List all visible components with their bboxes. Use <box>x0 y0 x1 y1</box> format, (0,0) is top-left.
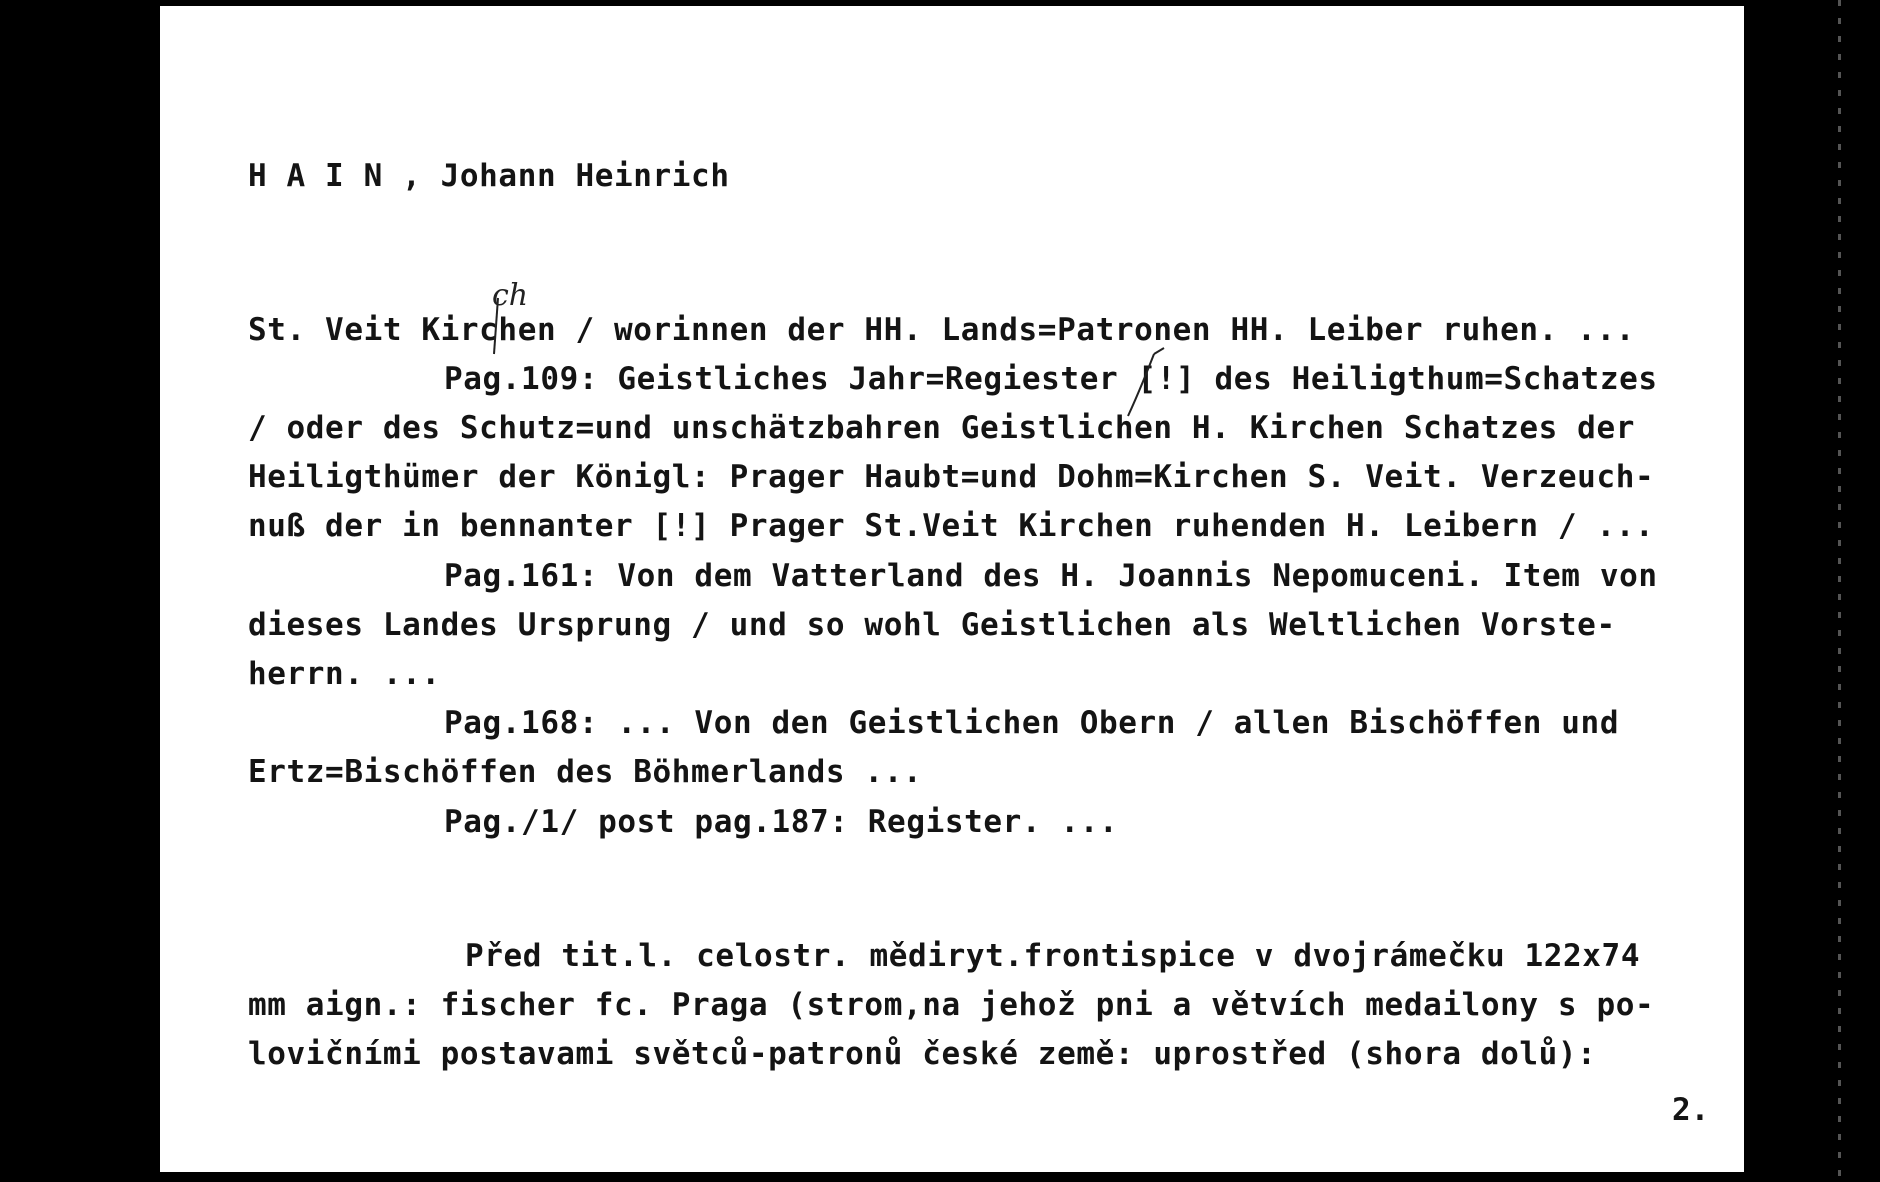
page-number: 2. <box>1672 1092 1710 1128</box>
body-line-8: herrn. ... <box>248 656 441 692</box>
body-line-7: dieses Landes Ursprung / und so wohl Geistlichen als Weltlichen Vorste- <box>248 607 1616 643</box>
body-line-4: Heiligthümer der Königl: Prager Haubt=und Dohm=Kirchen S. Veit. Verzeuch- <box>248 459 1655 495</box>
note-line-1: Před tit.l. celostr. mědiryt.frontispice v dvojrámečku 122x74 <box>465 938 1641 974</box>
body-line-9: Pag.168: ... Von den Geistlichen Obern / allen Bischöffen und <box>444 705 1620 741</box>
note-line-2: mm aign.: fischer fc. Praga (strom,na jehož pni a větvích medailony s po- <box>248 987 1655 1023</box>
catalog-card <box>160 6 1744 1172</box>
handwritten-insert: ch <box>492 278 529 313</box>
body-line-3: / oder des Schutz=und unschätzbahren Geistlichen H. Kirchen Schatzes der <box>248 410 1635 446</box>
body-line-2: Pag.109: Geistliches Jahr=Regiester [!] des Heiligthum=Schatzes <box>444 361 1658 397</box>
body-line-10: Ertz=Bischöffen des Böhmerlands ... <box>248 754 923 790</box>
correction-tick-icon <box>1154 348 1164 354</box>
body-line-5: nuß der in bennanter [!] Prager St.Veit Kirchen ruhenden H. Leibern / ... <box>248 508 1655 544</box>
body-line-6: Pag.161: Von dem Vatterland des H. Joannis Nepomuceni. Item von <box>444 558 1658 594</box>
scan-edge <box>1838 0 1841 1182</box>
body-line-1: St. Veit Kirchen / worinnen der HH. Lands=Patronen HH. Leiber ruhen. ... <box>248 312 1635 348</box>
body-line-11: Pag./1/ post pag.187: Register. ... <box>444 804 1119 840</box>
card-heading: H A I N , Johann Heinrich <box>248 158 730 194</box>
note-line-3: lovičními postavami světců-patronů české země: uprostřed (shora dolů): <box>248 1036 1597 1072</box>
